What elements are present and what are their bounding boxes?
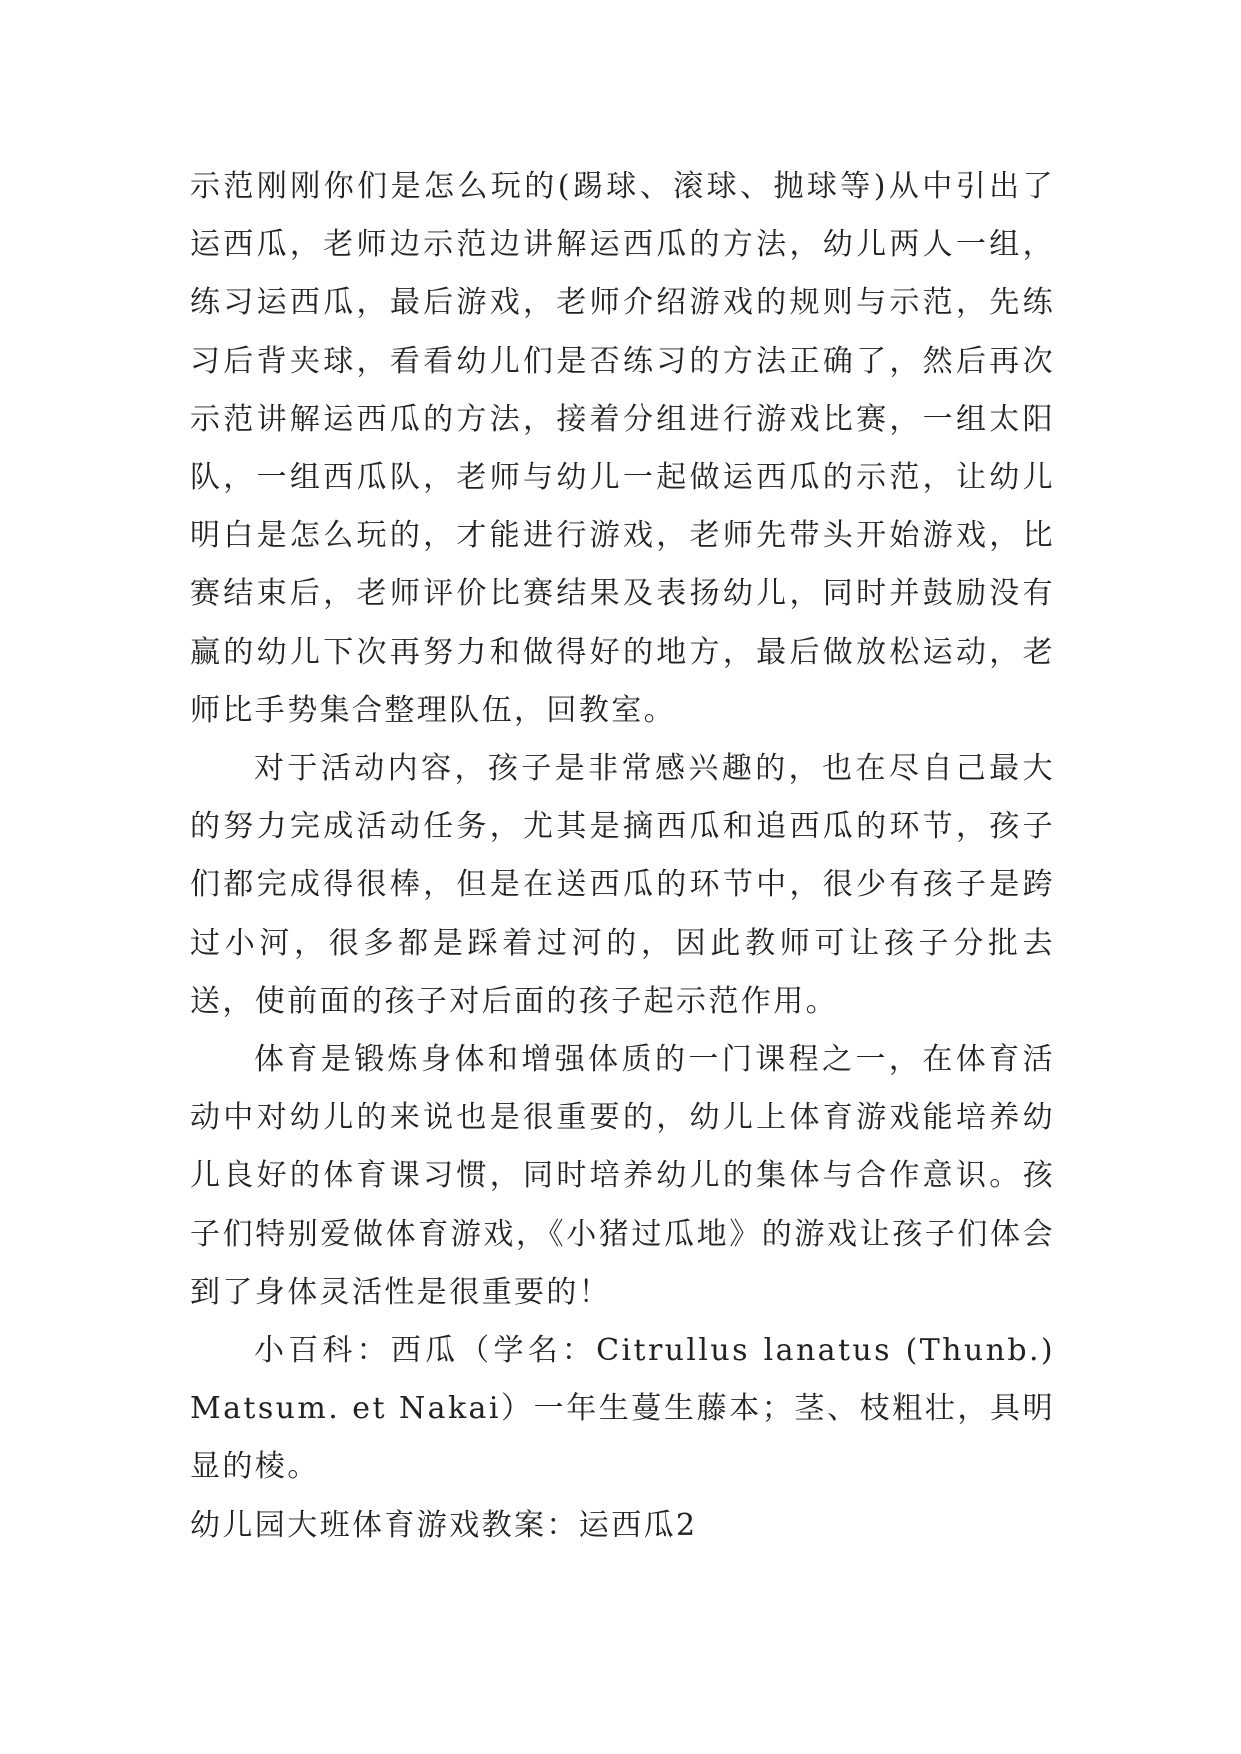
paragraph-activity-reflection: 对于活动内容，孩子是非常感兴趣的，也在尽自己最大的努力完成活动任务，尤其是摘西瓜和追西瓜的环节，孩子们都完成得很棒，但是在送西瓜的环节中，很少有孩子是跨过小河，很多都是踩着过河的，因此教师可让孩子分批去送，使前面的孩子对后面的孩子起示范作用。	[190, 751, 1055, 1019]
section-heading: 幼儿园大班体育游戏教案：运西瓜2	[190, 1507, 698, 1543]
paragraph-encyclopedia-note: 小百科：西瓜（学名：Citrullus lanatus (Thunb.) Matsum. et Nakai）一年生蔓生藤本；茎、枝粗壮，具明显的棱。	[190, 1333, 1055, 1485]
paragraph-lesson-process: 示范刚刚你们是怎么玩的(踢球、滚球、抛球等)从中引出了运西瓜，老师边示范边讲解运西瓜的方法，幼儿两人一组，练习运西瓜，最后游戏，老师介绍游戏的规则与示范，先练习后背夹球，看看幼儿们是否练习的方法正确了，然后再次示范讲解运西瓜的方法，接着分组进行游戏比赛，一组太阳队，一组西瓜队，老师与幼儿一起做运西瓜的示范，让幼儿明白是怎么玩的，才能进行游戏，老师先带头开始游戏，比赛结束后，老师评价比赛结果及表扬幼儿，同时并鼓励没有赢的幼儿下次再努力和做得好的地方，最后做放松运动，老师比手势集合整理队伍，回教室。	[190, 169, 1055, 728]
paragraph-pe-importance: 体育是锻炼身体和增强体质的一门课程之一，在体育活动中对幼儿的来说也是很重要的，幼儿上体育游戏能培养幼儿良好的体育课习惯，同时培养幼儿的集体与合作意识。孩子们特别爱做体育游戏，《小猪过瓜地》的游戏让孩子们体会到了身体灵活性是很重要的！	[190, 1042, 1055, 1310]
document-body	[190, 158, 1055, 1555]
